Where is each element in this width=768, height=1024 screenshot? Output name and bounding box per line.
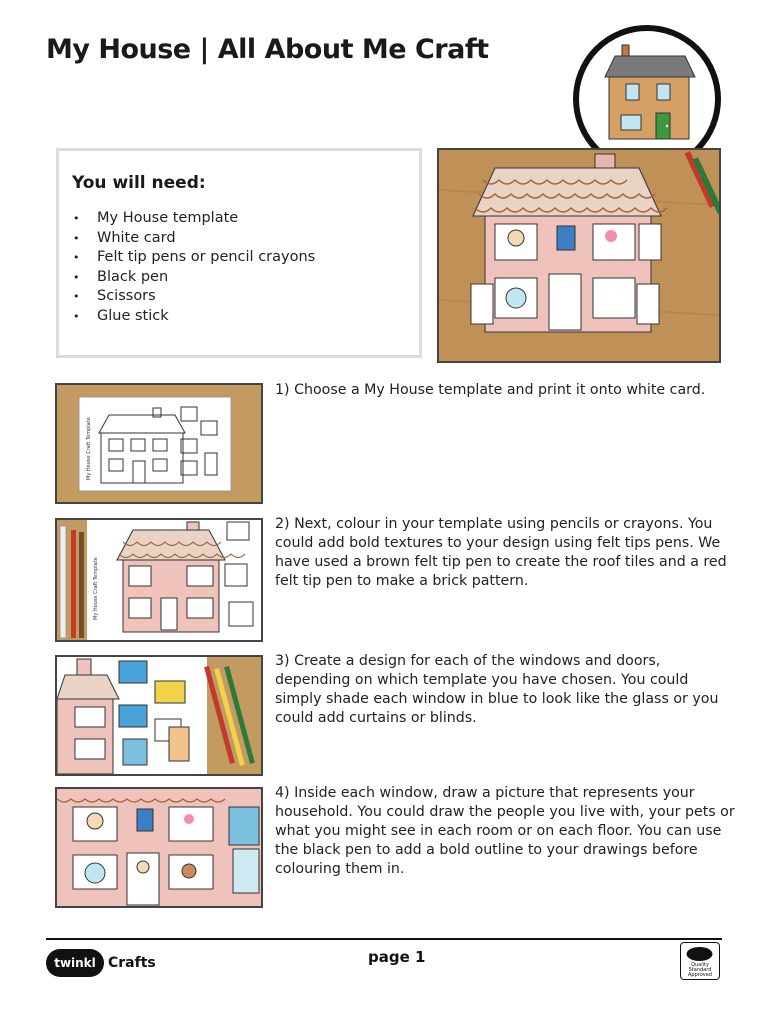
materials-list [73,209,315,326]
step-1-text: 1) Choose a My House template and print it onto white card. [275,382,706,398]
page-number: page 1 [368,948,426,966]
list-item: • Felt tip pens or pencil crayons [73,248,315,268]
quality-badge-text: Quality Standard Approved [688,962,712,978]
brand-logo [46,948,156,978]
step-3-photo [55,655,263,776]
footer-divider [46,938,722,940]
step-2-photo [55,518,263,642]
list-item: • Glue stick [73,307,315,327]
step-3-text: 3) Create a design for each of the windows and doors, depending on which template you have chosen. You could simply shade each window in blue to look like the glass or you could add curtains or blinds. [275,653,719,726]
template-label: My House Craft Template [86,417,92,480]
step-1-photo [55,383,263,504]
list-item: • Scissors [73,287,315,307]
materials-heading: You will need: [72,173,206,193]
list-item: • White card [73,229,315,249]
list-item: • My House template [73,209,315,229]
page-title: My House | All About Me Craft [46,34,489,65]
step-4-text: 4) Inside each window, draw a picture that represents your household. You could draw the people you live with, your pets or what you might see in each room or on each floor. You can use the black pen to add a bold outline to your drawings before colouring them in. [275,785,735,877]
materials-box [56,148,422,358]
step-2-text: 2) Next, colour in your template using pencils or crayons. You could add bold textures to your design using felt tips pens. We have used a brown felt tip pen to create the roof tiles and a red felt tip pen to make a brick pattern. [275,516,727,589]
step-4-photo [55,787,263,908]
brand-crafts-label: Crafts [108,955,156,971]
template-label: My House Craft Template [93,557,99,620]
finished-craft-photo [437,148,721,363]
list-item: • Black pen [73,268,315,288]
quality-badge-icon [680,942,720,980]
brand-wordmark: twinkl [46,949,104,977]
